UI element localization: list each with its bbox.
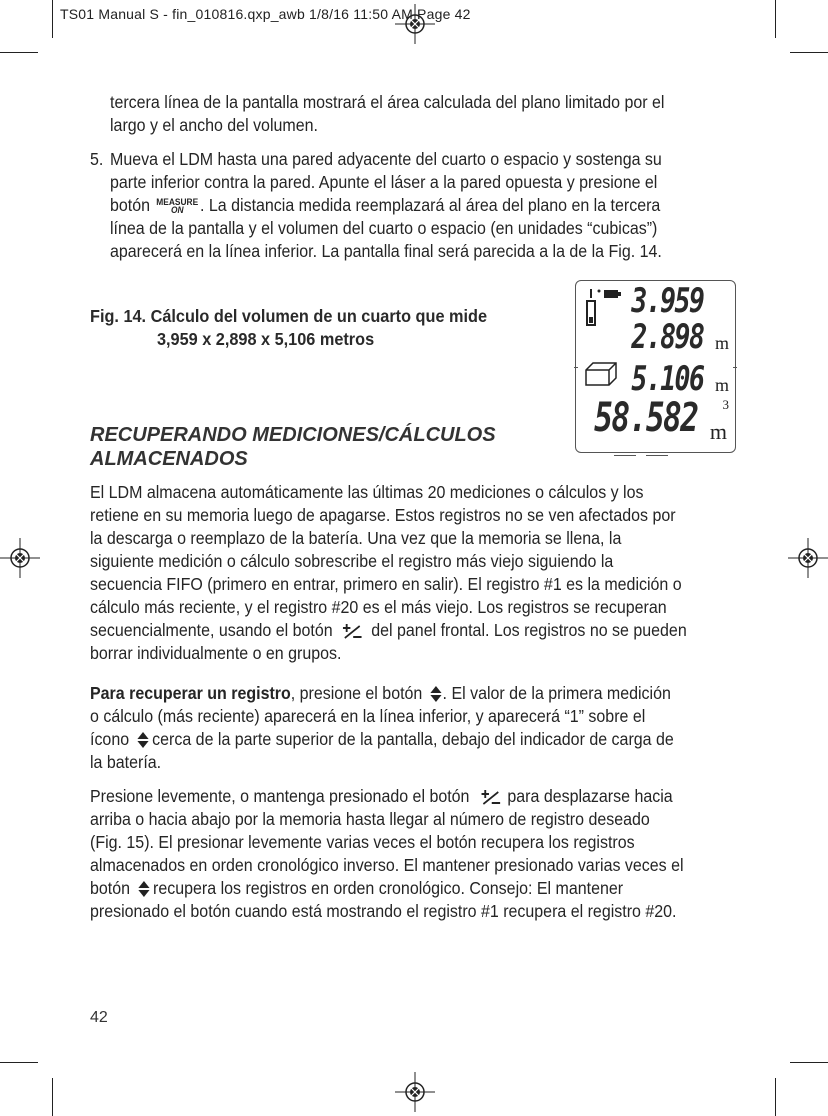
battery-icon: [604, 289, 622, 299]
text-fragment: . El valor de la primera medición: [442, 683, 671, 703]
text-line: tercera línea de la pantalla mostrará el área calculada del plano limitado por el: [110, 92, 665, 112]
text-line: línea de la pantalla y el volumen del cuarto o espacio (en unidades “cubicas”): [110, 218, 658, 238]
text-line: siguiente medición o cálculo sobrescribe el registro más viejo siguiendo la: [90, 551, 614, 571]
text-line: aparecerá en la línea inferior. La pantalla final será parecida a la de la Fig. 14.: [110, 241, 662, 261]
crop-mark: [790, 1062, 828, 1063]
caption-line: Fig. 14. Cálculo del volumen de un cuarto que mide: [90, 306, 488, 326]
text-line: la descarga o reemplazo de la batería. Una vez que la memoria se llena, la: [90, 528, 622, 548]
lcd-unit: m: [709, 419, 727, 444]
plus-minus-button-icon: [341, 622, 363, 640]
text-fragment: para desplazarse hacia: [507, 786, 673, 806]
text-line: la batería.: [90, 752, 162, 772]
text-fragment: cerca de la parte superior de la pantalla, debajo del indicador de carga de: [152, 729, 674, 749]
text-line: [90, 877, 684, 900]
crop-mark: [52, 0, 53, 38]
crop-mark: [52, 1078, 53, 1116]
lcd-tick: [614, 455, 636, 456]
text-fragment: ícono: [90, 729, 130, 749]
figure-caption: [90, 305, 487, 351]
text-line: presionado el botón cuando está mostrando el registro #1 recupera el registro #20.: [90, 901, 677, 921]
text-line: retiene en su memoria luego de apagarse. Estos registros no se ven afectados por: [90, 505, 676, 525]
up-down-arrow-icon: [137, 880, 150, 898]
text-fragment: . La distancia medida reemplazará al área del plano en la tercera: [200, 195, 661, 215]
text-line: cálculo más reciente, y el registro #20 es el más viejo. Los registros se recuperan: [90, 597, 667, 617]
text-fragment: botón: [90, 878, 131, 898]
page-number: 42: [90, 1009, 108, 1026]
text-line: [110, 194, 662, 217]
text-line: largo y el ancho del volumen.: [110, 115, 318, 135]
text-line: [90, 785, 684, 808]
text-fragment: del panel frontal. Los registros no se pueden: [371, 620, 687, 640]
section-heading: RECUPERANDO MEDICIONES/CÁLCULOS ALMACENADOS: [90, 424, 496, 470]
lcd-tick: [574, 367, 578, 368]
lcd-unit: m: [714, 375, 729, 395]
text-line: almacenados en orden cronológico inverso. El mantener presionado varias veces el: [90, 855, 684, 875]
text-line: [90, 682, 674, 705]
text-line: [90, 619, 687, 642]
crop-mark: [775, 1078, 776, 1116]
paragraph-recall: [90, 682, 674, 774]
crop-mark: [0, 52, 38, 53]
plus-minus-button-icon: [479, 788, 501, 806]
bold-lead: Para recuperar un registro: [90, 683, 291, 703]
paragraph-scroll: [90, 785, 684, 923]
registration-mark-icon: [0, 538, 40, 578]
lcd-display-figure: [575, 280, 736, 453]
text-line: (Fig. 15). El presionar levemente varias veces el botón recupera los registros: [90, 832, 635, 852]
lcd-tick: [733, 367, 737, 368]
text-line: parte inferior contra la pared. Apunte el láser a la pared opuesta y presione el: [110, 172, 658, 192]
text-fragment: secuencialmente, usando el botón: [90, 620, 333, 640]
text-fragment: botón: [110, 195, 151, 215]
step-number: 5.: [90, 149, 104, 169]
lcd-reading-1: 3.959: [630, 281, 703, 321]
crop-mark: [0, 1062, 38, 1063]
lcd-reading-4: 58.582: [593, 395, 697, 441]
measure-on-button-icon: [156, 198, 198, 214]
up-down-arrow-icon: [430, 685, 443, 703]
text-line: secuencia FIFO (primero en entrar, primero en salir). El registro #1 es la medición o: [90, 574, 682, 594]
lcd-tick: [646, 455, 668, 456]
lcd-unit-exponent: 3: [722, 397, 729, 412]
crop-mark: [775, 0, 776, 38]
text-line: o cálculo (más reciente) aparecerá en la línea inferior, y aparecerá “1” sobre el: [90, 706, 646, 726]
intro-paragraph: [110, 91, 664, 137]
room-volume-icon: [584, 361, 618, 387]
registration-mark-icon: [395, 1072, 435, 1112]
text-line: borrar individualmente o en grupos.: [90, 643, 342, 663]
text-line: El LDM almacena automáticamente las últimas 20 mediciones o cálculos y los: [90, 482, 644, 502]
lcd-reading-2: 2.898: [630, 317, 703, 357]
text-fragment: recupera los registros en orden cronológico. Consejo: El mantener: [153, 878, 624, 898]
button-label-top: MEASURE: [156, 197, 199, 208]
text-line: [90, 728, 674, 751]
step-5-paragraph: [110, 148, 662, 263]
paragraph-memory: [90, 481, 687, 665]
up-down-arrow-icon: [136, 731, 149, 749]
file-slug: TS01 Manual S - fin_010816.qxp_awb 1/8/16 11:50 AM Page 42: [60, 6, 471, 22]
lcd-reading-3: 5.106: [630, 359, 703, 399]
button-label-bottom: ON: [170, 205, 184, 216]
text-fragment: , presione el botón: [290, 683, 423, 703]
lcd-unit: m: [714, 333, 729, 353]
caption-line: 3,959 x 2,898 x 5,106 metros: [156, 329, 375, 349]
text-line: arriba o hacia abajo por la memoria hasta llegar al número de registro deseado: [90, 809, 650, 829]
text-line: Mueva el LDM hasta una pared adyacente del cuarto o espacio y sostenga su: [110, 149, 662, 169]
crop-mark: [790, 52, 828, 53]
text-fragment: Presione levemente, o mantenga presionado el botón: [90, 786, 470, 806]
registration-mark-icon: [788, 538, 828, 578]
